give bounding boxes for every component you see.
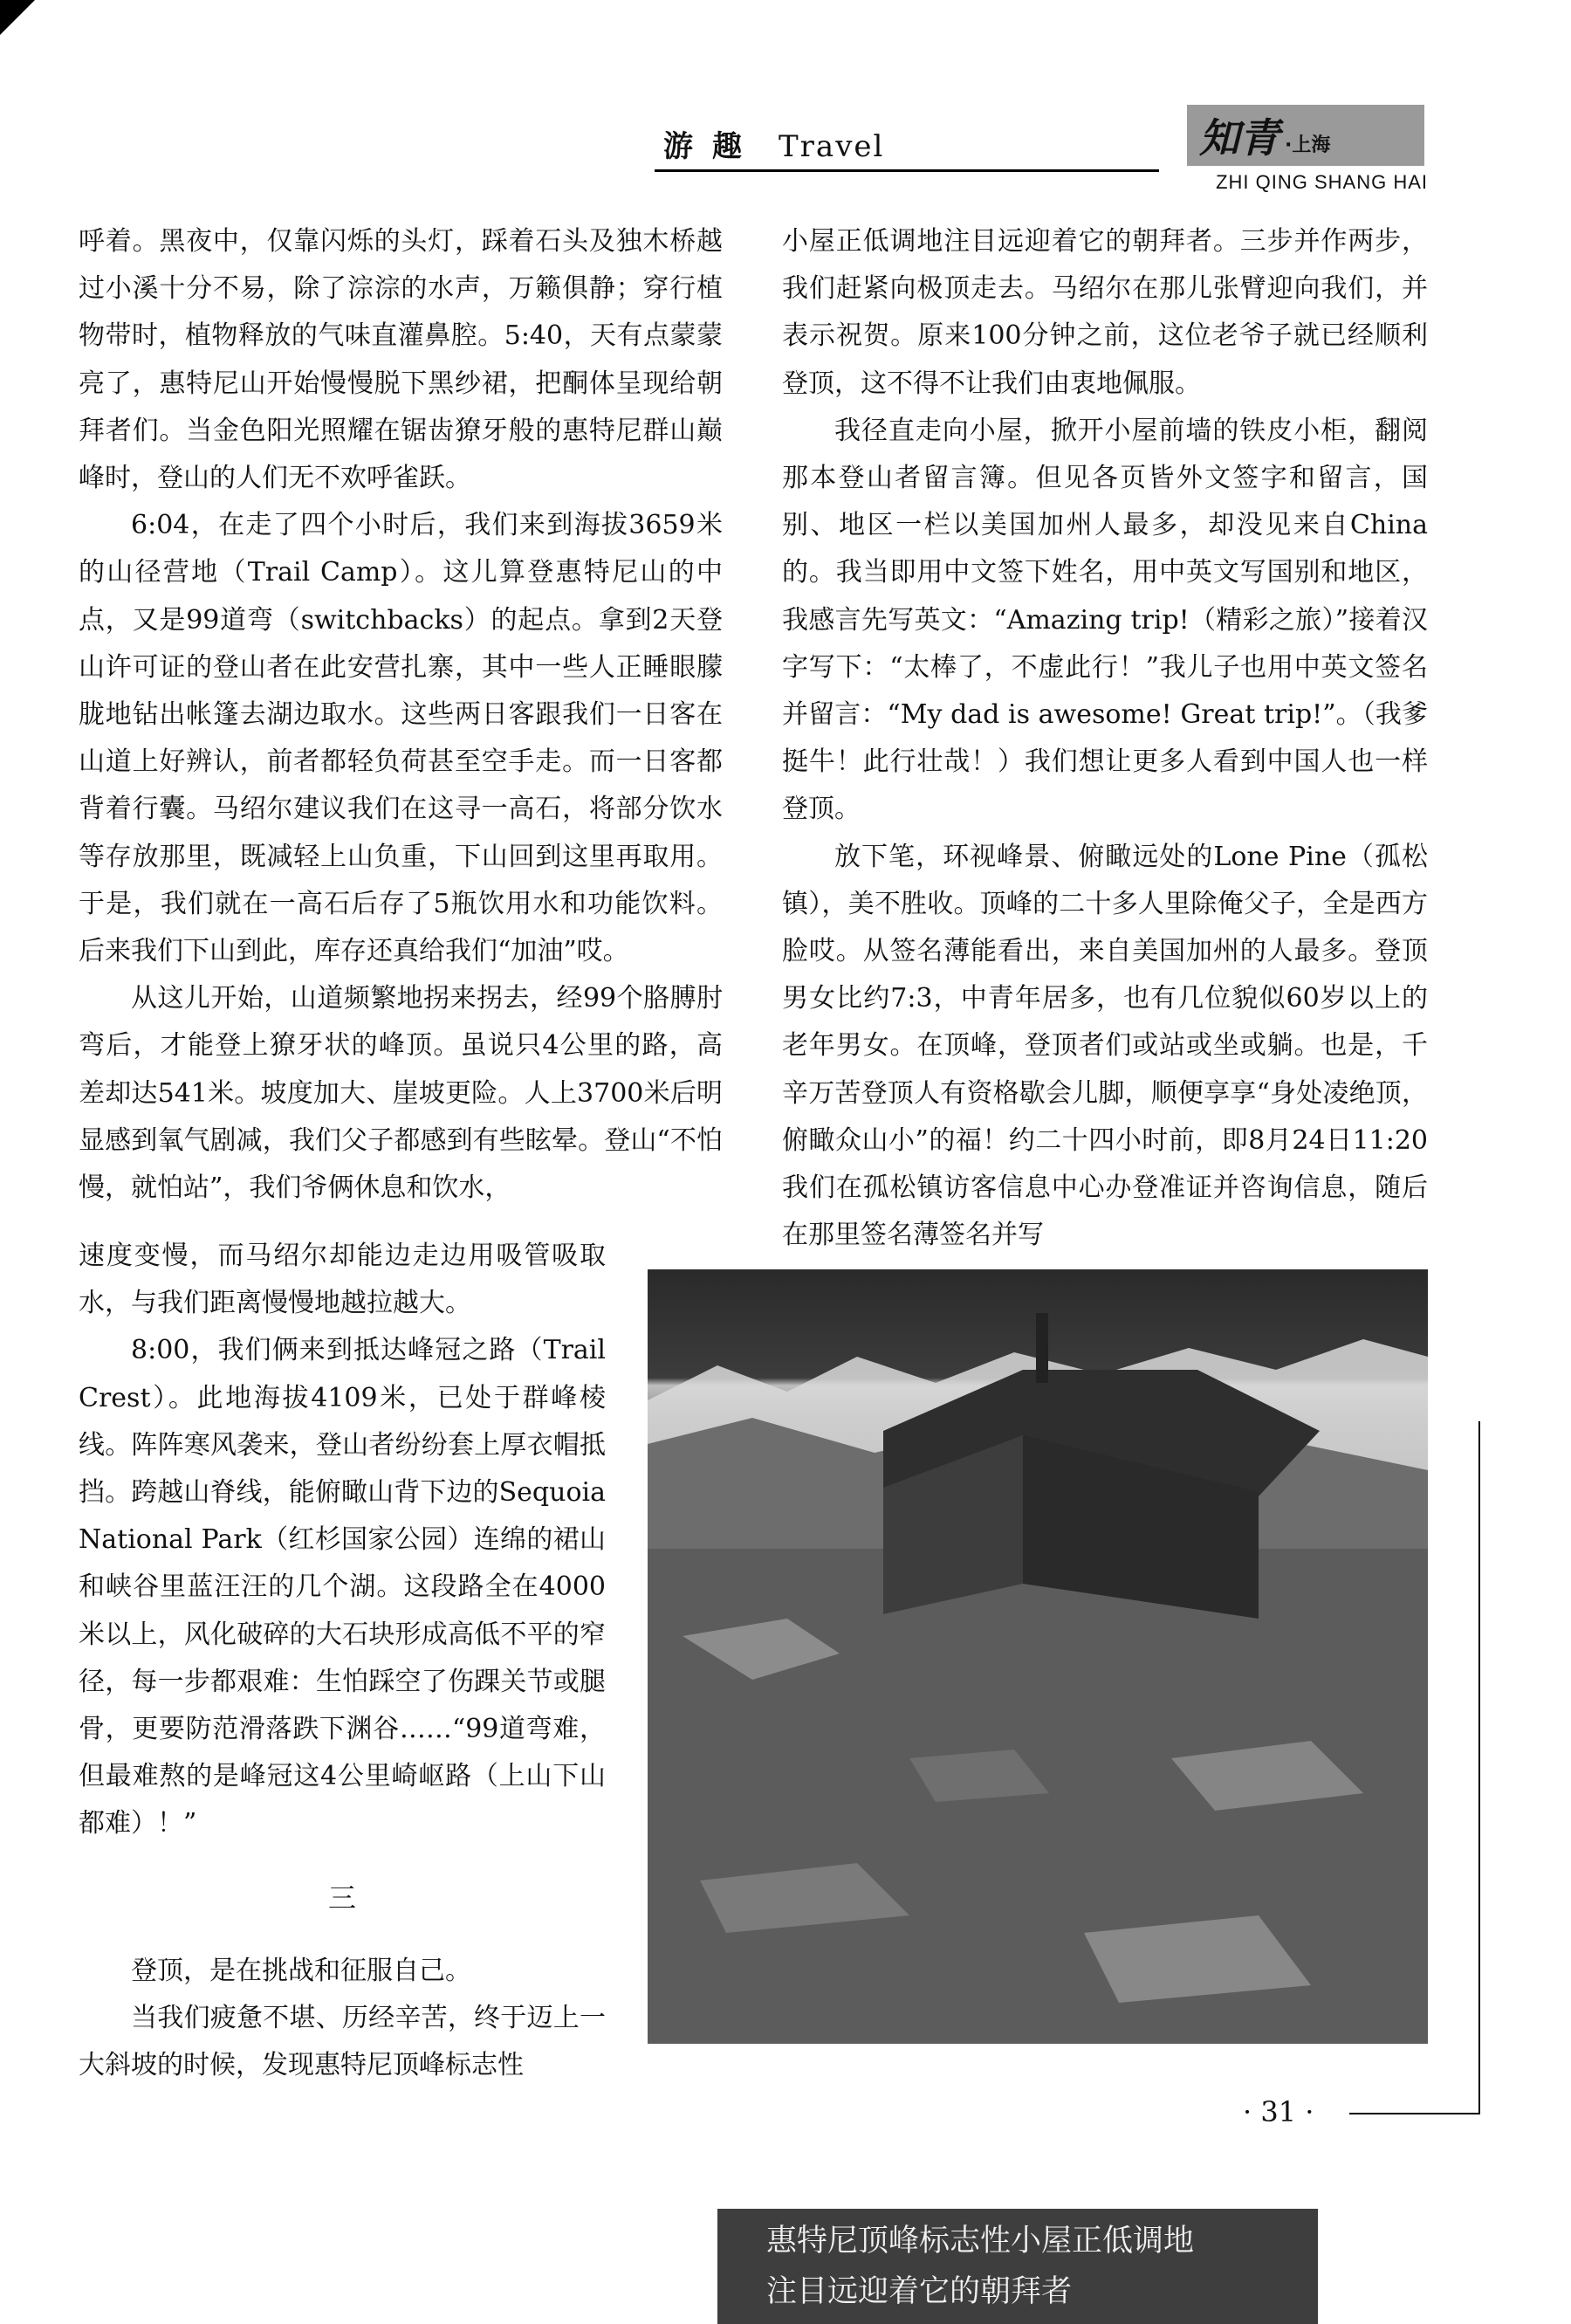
paragraph: 速度变慢，而马绍尔却能边走边用吸管吸取水，与我们距离慢慢地越拉越大。 [79, 1241, 606, 1319]
right-column [782, 218, 1428, 1259]
paragraph: 6:04，在走了四个小时后，我们来到海拔3659米的山径营地（Trail Camp）。这儿算登惠特尼山的中点，又是99道弯（switchbacks）的起点。拿到2天登山许可证的登山者在此安营扎寨，其中一些人正睡眼朦胧地钻出帐篷去湖边取水。这些两日客跟我们一日客在山道上好辨认，前者都轻负荷甚至空手走。而一日客都背着行囊。马绍尔建议我们在这寻一高石，将部分饮水等存放那里，既减轻上山负重，下山回到这里再取用。于是，我们就在一高石后存了5瓶饮用水和功能饮料。后来我们下山到此，库存还真给我们“加油”哎。 [79, 510, 723, 967]
header-rule [655, 169, 1159, 172]
paragraph: 从这儿开始，山道频繁地拐来拐去，经99个胳膊肘弯后，才能登上獠牙状的峰顶。虽说只4公里的路，高差却达541米。坡度加大、崖坡更险。人上3700米后明显感到氧气剧减，我们父子都感到有些眩晕。登山“不怕慢，就怕站”，我们爷俩休息和饮水， [79, 983, 723, 1204]
page-number: · 31 · [1243, 2095, 1314, 2128]
paragraph: 8:00，我们俩来到抵达峰冠之路（Trail Crest）。此地海拔4109米，已处于群峰棱线。阵阵寒风袭来，登山者纷纷套上厚衣帽抵挡。跨越山脊线，能俯瞰山背下边的Sequoia National Park（红杉国家公园）连绵的裙山和峡谷里蓝汪汪的几个湖。这段路全在4000米以上，风化破碎的大石块形成高低不平的窄径，每一步都艰难：生怕踩空了伤踝关节或腿骨，更要防范滑落跌下渊谷……“99道弯难，但最难熬的是峰冠这4公里崎岖路（上山下山都难）！” [79, 1335, 606, 1839]
logo-main-text: 知青 [1199, 114, 1279, 162]
section-header [663, 122, 884, 165]
left-column-bottom [79, 1233, 606, 2089]
paragraph: 放下笔，环视峰景、俯瞰远处的Lone Pine（孤松镇），美不胜收。顶峰的二十多人里除俺父子，全是西方脸哎。从签名薄能看出，来自美国加州的人最多。登顶男女比约7:3，中青年居多，也有几位貌似60岁以上的老年男女。在顶峰，登顶者们或站或坐或躺。也是，千辛万苦登顶人有资格歇会儿脚，顺便享享“身处凌绝顶，俯瞰众山小”的福！约二十四小时前，即8月24日11:20我们在孤松镇访客信息中心办登准证并咨询信息，随后在那里签名薄签名并写 [782, 841, 1428, 1251]
magazine-logo [1187, 105, 1424, 166]
paragraph: 登顶，是在挑战和征服自己。 [131, 1955, 471, 1986]
paragraph: 当我们疲惫不堪、历经辛苦，终于迈上一大斜坡的时候，发现惠特尼顶峰标志性 [79, 2003, 606, 2081]
caption-line: 注目远迎着它的朝拜者 [766, 2274, 1073, 2309]
page-frame-line [1478, 1421, 1480, 2113]
photo-caption [717, 2209, 1318, 2324]
paragraph: 我径直走向小屋，掀开小屋前墙的铁皮小柜，翻阅那本登山者留言簿。但见各页皆外文签字和留言，国别、地区一栏以美国加州人最多，却没见来自China的。我当即用中文签下姓名，用中英文写国别和地区，我感言先写英文：“Amazing trip!（精彩之旅）”接着汉字写下：“太棒了，不虚此行！”我儿子也用中英文签名并留言：“My dad is awesome! Great trip!”。（我爹挺牛！此行壮哉！）我们想让更多人看到中国人也一样登顶。 [782, 415, 1428, 825]
paragraph: 呼着。黑夜中，仅靠闪烁的头灯，踩着石头及独木桥越过小溪十分不易，除了淙淙的水声，万籁俱静；穿行植物带时，植物释放的气味直灌鼻腔。5:40，天有点蒙蒙亮了，惠特尼山开始慢慢脱下黑纱裙，把酮体呈现给朝拜者们。当金色阳光照耀在锯齿獠牙般的惠特尼群山巅峰时，登山的人们无不欢呼雀跃。 [79, 226, 723, 494]
section-number: 三 [327, 1881, 356, 1915]
left-column-top [79, 218, 723, 1212]
scan-corner-shadow [0, 0, 35, 35]
page-frame-line [1349, 2113, 1480, 2114]
logo-english-text: ZHI QING SHANG HAI [1216, 171, 1428, 193]
section-title-en: Travel [779, 129, 885, 164]
caption-line: 惠特尼顶峰标志性小屋正低调地 [766, 2224, 1195, 2259]
section-title-zh: 游趣 [663, 129, 761, 164]
photo-illustration [648, 1269, 1428, 2044]
logo-sub-text: ·上海 [1285, 134, 1331, 156]
paragraph: 小屋正低调地注目远迎着它的朝拜者。三步并作两步，我们赶紧向极顶走去。马绍尔在那儿张臂迎向我们，并表示祝贺。原来100分钟之前，这位老爷子就已经顺利登顶，这不得不让我们由衷地佩服。 [782, 226, 1428, 399]
